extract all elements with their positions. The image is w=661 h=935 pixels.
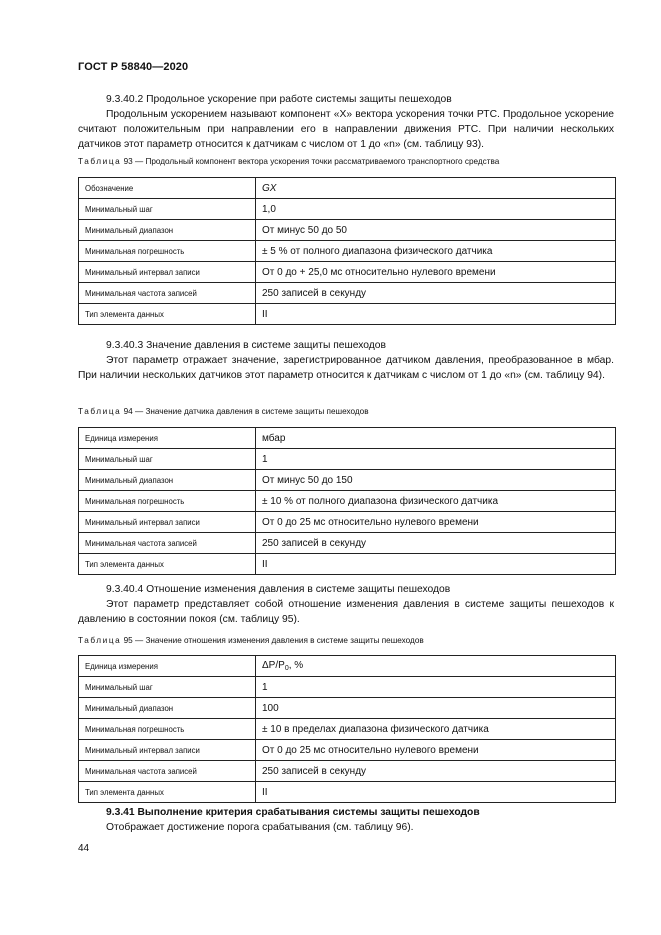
table-row [79,241,616,262]
row-key: Тип элемента данных [79,554,256,575]
table-row [79,449,616,470]
table-row [79,283,616,304]
section-9-3-41 [78,805,614,835]
section-heading: 9.3.40.3 Значение давления в системе защиты пешеходов [106,340,387,351]
table-row [79,512,616,533]
table-row [79,719,616,740]
table-row [79,740,616,761]
row-value: ± 10 в пределах диапазона физического датчика [256,719,616,740]
row-key: Минимальный шаг [79,677,256,698]
table-row [79,470,616,491]
section-heading: 9.3.41 Выполнение критерия срабатывания системы защиты пешеходов [106,807,480,818]
row-key: Минимальный диапазон [79,220,256,241]
row-value: II [256,554,616,575]
row-key: Минимальная частота записей [79,761,256,782]
table-row [79,262,616,283]
section-9-3-40-2 [78,92,614,152]
row-value: От минус 50 до 50 [256,220,616,241]
row-value: 1 [256,449,616,470]
row-value: ± 5 % от полного диапазона физического датчика [256,241,616,262]
row-value: От минус 50 до 150 [256,470,616,491]
table-row [79,677,616,698]
page-number: 44 [78,843,90,854]
row-key: Тип элемента данных [79,304,256,325]
table-row [79,782,616,803]
table-93 [78,177,616,325]
row-key: Минимальная погрешность [79,491,256,512]
row-key: Минимальный интервал записи [79,262,256,283]
section-body: Этот параметр отражает значение, зарегистрированное датчиком давления, преобразованное в мбар. При наличии нескольких датчиков этот параметр относится к датчикам с числом от 1 до «n» (см. таблицу 94). [78,355,614,381]
row-key: Обозначение [79,178,256,199]
row-value: 250 записей в секунду [256,283,616,304]
row-value: 1,0 [256,199,616,220]
row-value: От 0 до 25 мс относительно нулевого времени [256,740,616,761]
table-row [79,428,616,449]
table-row [79,533,616,554]
row-key: Минимальная погрешность [79,719,256,740]
row-key: Тип элемента данных [79,782,256,803]
table-row [79,554,616,575]
row-key: Единица измерения [79,656,256,677]
row-key: Минимальный интервал записи [79,512,256,533]
section-9-3-40-4 [78,582,614,627]
section-body: Отображает достижение порога срабатывания (см. таблицу 96). [106,822,414,833]
section-body: Продольным ускорением называют компонент «Х» вектора ускорения точки РТС. Продольное ускорение считают положительным при направлении его в направлении движения РТС. При наличии нескольких датчиков этот параметр относится к датчикам с числом от 1 до «n» (см. таблицу 93). [78,109,614,150]
section-heading: 9.3.40.4 Отношение изменения давления в системе защиты пешеходов [106,584,451,595]
row-value: 250 записей в секунду [256,533,616,554]
row-value: 250 записей в секунду [256,761,616,782]
document-id-header: ГОСТ Р 58840—2020 [78,61,189,73]
table-row [79,220,616,241]
table-row [79,491,616,512]
table-95-caption: Таблица 95 — Значение отношения изменения давления в системе защиты пешеходов [78,636,424,645]
section-heading: 9.3.40.2 Продольное ускорение при работе системы защиты пешеходов [106,94,452,105]
table-94-caption: Таблица 94 — Значение датчика давления в системе защиты пешеходов [78,407,369,416]
row-key: Минимальный интервал записи [79,740,256,761]
row-value: мбар [256,428,616,449]
row-key: Минимальная погрешность [79,241,256,262]
table-93-caption: Таблица 93 — Продольный компонент вектора ускорения точки рассматриваемого транспортного средства [78,157,500,166]
row-key: Минимальный диапазон [79,698,256,719]
row-value: 100 [256,698,616,719]
table-94 [78,427,616,575]
row-value: 1 [256,677,616,698]
table-95 [78,655,616,803]
row-key: Минимальная частота записей [79,533,256,554]
table-row [79,698,616,719]
row-value: ± 10 % от полного диапазона физического датчика [256,491,616,512]
row-value: II [256,782,616,803]
row-value: GX [256,178,616,199]
row-key: Минимальный шаг [79,199,256,220]
row-key: Единица измерения [79,428,256,449]
row-key: Минимальный шаг [79,449,256,470]
section-body: Этот параметр представляет собой отношение изменения давления в системе защиты пешеходов к давлению в состоянии покоя (см. таблицу 95). [78,599,614,625]
section-9-3-40-3 [78,338,614,383]
table-row [79,761,616,782]
row-value: От 0 до + 25,0 мс относительно нулевого времени [256,262,616,283]
row-value: От 0 до 25 мс относительно нулевого времени [256,512,616,533]
row-value: $\Delta P/P_0$, % [256,656,616,677]
table-row [79,304,616,325]
table-row [79,199,616,220]
row-key: Минимальный диапазон [79,470,256,491]
row-key: Минимальная частота записей [79,283,256,304]
table-row [79,178,616,199]
row-value: II [256,304,616,325]
table-row [79,656,616,677]
